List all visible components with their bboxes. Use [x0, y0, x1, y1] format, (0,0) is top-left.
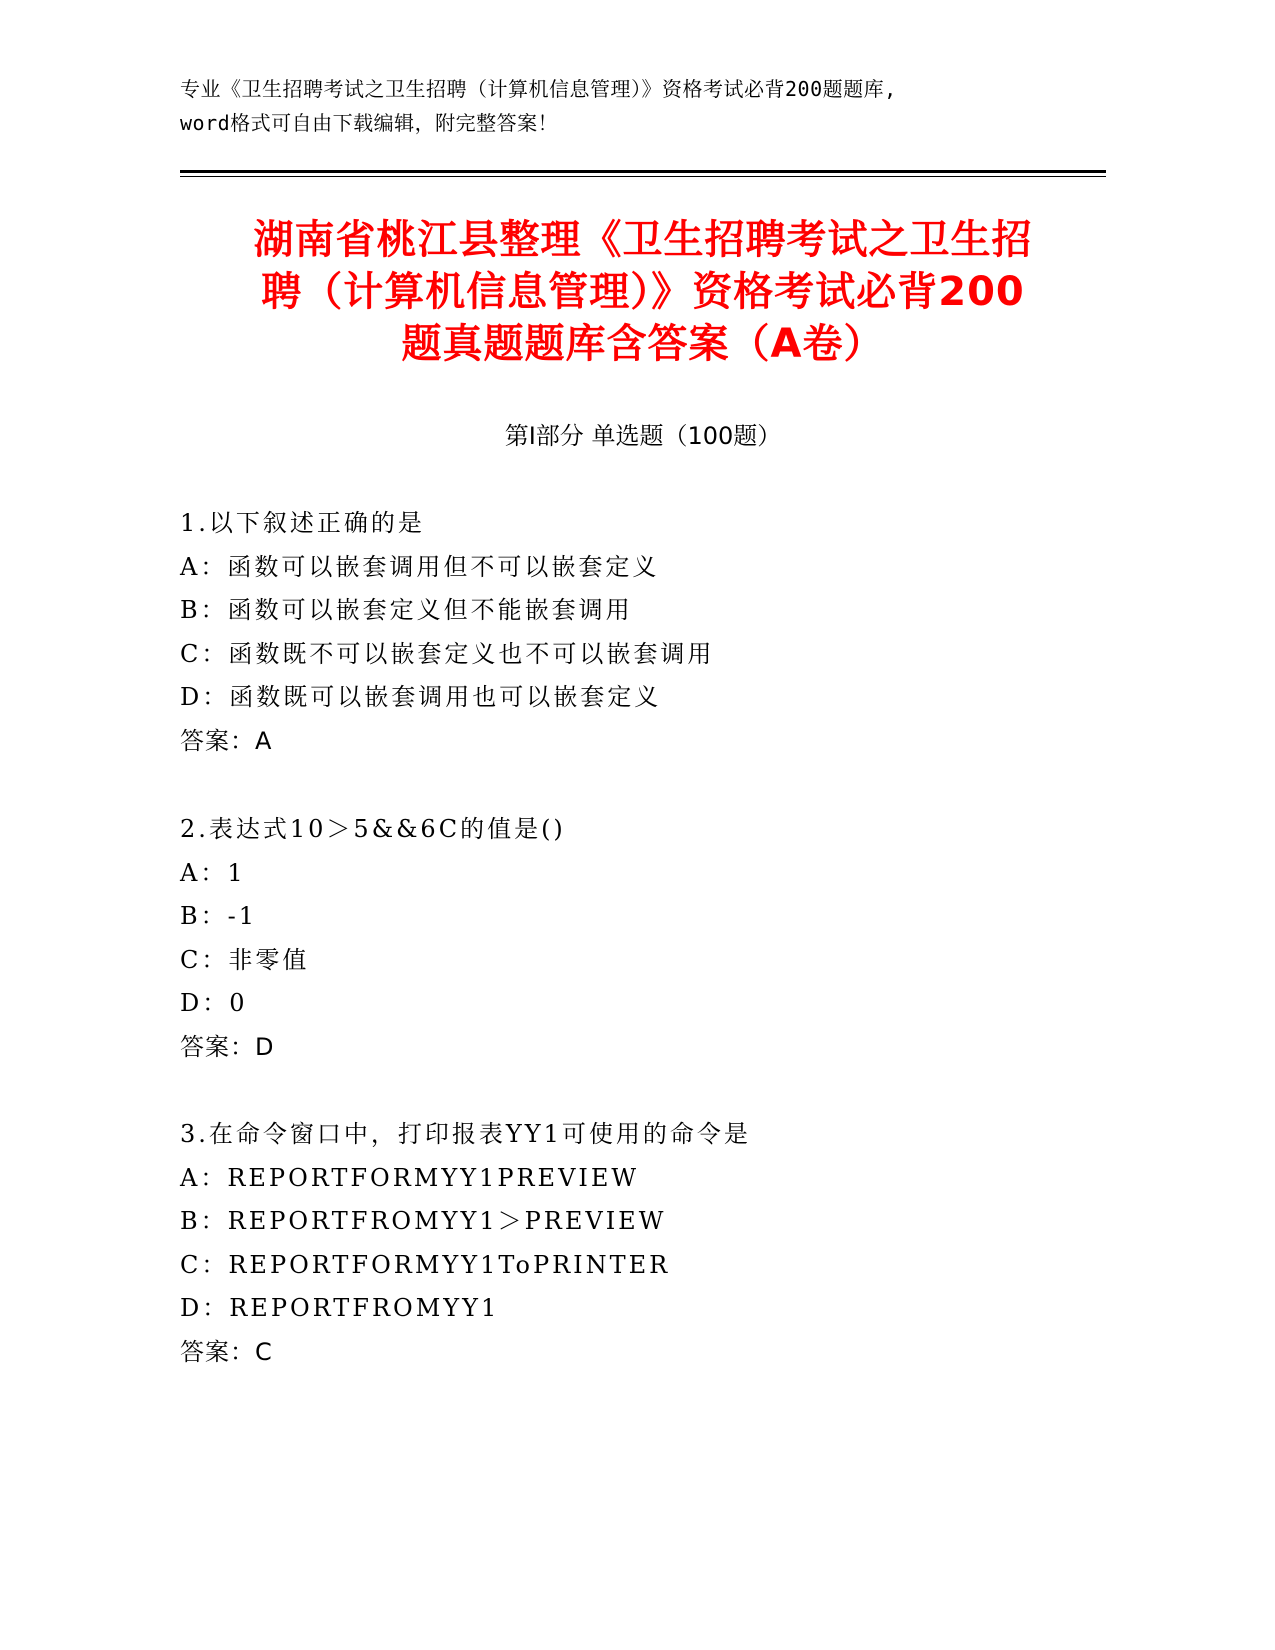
option-a: A：1	[180, 858, 246, 887]
option-c: C：非零值	[180, 945, 310, 974]
answer-line: 答案：A	[180, 726, 273, 755]
question-block	[180, 502, 1080, 763]
answer-line: 答案：C	[180, 1337, 273, 1366]
option-d: D：REPORTFROMYY1	[180, 1294, 500, 1322]
header-note-line-2: word格式可自由下载编辑，附完整答案！	[180, 111, 559, 135]
option-b: B：函数可以嵌套定义但不能嵌套调用	[180, 596, 633, 624]
question-block	[180, 1113, 1080, 1374]
document-title-line-3: 题真题题库含答案（A卷）	[401, 321, 885, 367]
document-header-note	[180, 72, 1120, 140]
header-note-line-1: 专业《卫生招聘考试之卫生招聘（计算机信息管理）》资格考试必背200题题库,	[180, 77, 897, 101]
option-d: D：函数既可以嵌套调用也可以嵌套定义	[180, 683, 662, 711]
option-b: B：-1	[180, 902, 258, 930]
header-divider-thin	[180, 176, 1106, 177]
option-a: A：函数可以嵌套调用但不可以嵌套定义	[180, 552, 660, 581]
section-title: 第Ⅰ部分 单选题（100题）	[504, 422, 782, 450]
document-title	[180, 214, 1106, 370]
answer-line: 答案：D	[180, 1032, 275, 1061]
header-divider-thick	[180, 170, 1106, 173]
document-title-line-1: 湖南省桃江县整理《卫生招聘考试之卫生招	[253, 217, 1033, 263]
question-stem: 1.以下叙述正确的是	[180, 509, 425, 537]
option-a: A：REPORTFORMYY1PREVIEW	[180, 1163, 640, 1192]
question-block	[180, 808, 1080, 1069]
option-d: D：0	[180, 989, 248, 1017]
document-title-line-2: 聘（计算机信息管理）》资格考试必背200	[261, 269, 1025, 315]
option-b: B：REPORTFROMYY1＞PREVIEW	[180, 1207, 667, 1235]
option-c: C：REPORTFORMYY1ToPRINTER	[180, 1250, 671, 1279]
option-c: C：函数既不可以嵌套定义也不可以嵌套调用	[180, 639, 715, 668]
question-stem: 3.在命令窗口中，打印报表YY1可使用的命令是	[180, 1120, 751, 1148]
question-stem: 2.表达式10＞5&&6C的值是()	[180, 815, 566, 843]
